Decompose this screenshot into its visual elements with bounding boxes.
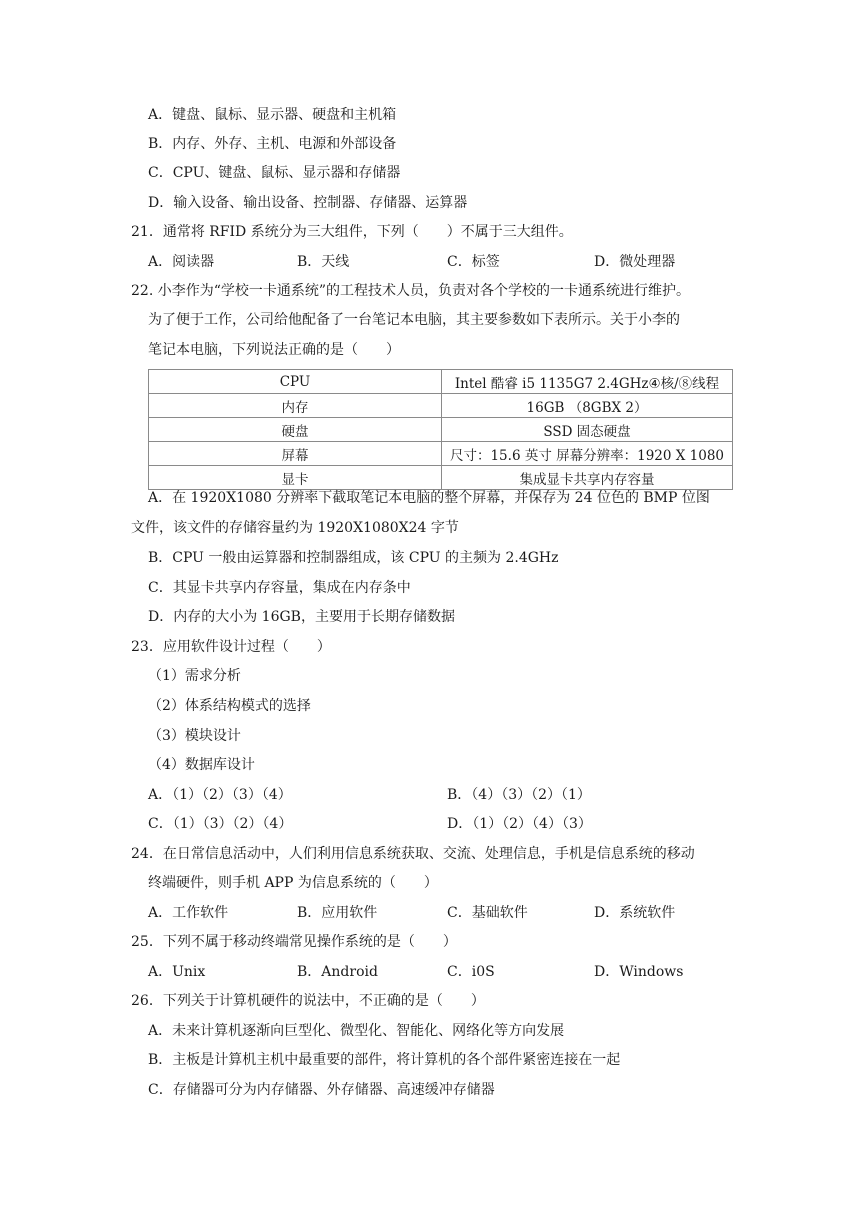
q22-stem-line1: 22. 小李作为“学校一卡通系统”的工程技术人员，负责对各个学校的一卡通系统进行维护。 bbox=[131, 283, 691, 299]
q22-option-a-line2: 文件，该文件的存储容量约为 1920X1080X24 字节 bbox=[131, 520, 459, 536]
spec-value: 16GB （8GBX 2） bbox=[442, 394, 733, 418]
q25-option-c: C．i0S bbox=[447, 964, 495, 980]
q24-option-b: B．应用软件 bbox=[297, 905, 378, 921]
q26-option-a: A．未来计算机逐渐向巨型化、微型化、智能化、网络化等方向发展 bbox=[148, 1023, 565, 1039]
q23-option-b: B．（4）（3）（2）（1） bbox=[447, 787, 591, 803]
q25-option-a: A．Unix bbox=[148, 964, 206, 980]
q20-option-b: B．内存、外存、主机、电源和外部设备 bbox=[148, 136, 397, 152]
spec-label: 硬盘 bbox=[149, 418, 442, 442]
q21-stem: 21．通常将 RFID 系统分为三大组件，下列（ ）不属于三大组件。 bbox=[131, 224, 573, 240]
q23-item-4: （4）数据库设计 bbox=[148, 757, 255, 773]
spec-value: 集成显卡共享内存容量 bbox=[442, 466, 733, 490]
q22-option-a-line1: A．在 1920X1080 分辨率下截取笔记本电脑的整个屏幕，并保存为 24 位色的 BMP 位图 bbox=[148, 490, 710, 506]
q26-stem: 26．下列关于计算机硬件的说法中，不正确的是（ ） bbox=[131, 993, 485, 1009]
q21-option-a: A．阅读器 bbox=[148, 254, 215, 270]
q23-option-d: D．（1）（2）（4）（3） bbox=[447, 816, 592, 832]
table-row bbox=[149, 370, 733, 394]
q20-option-c: C．CPU、键盘、鼠标、显示器和存储器 bbox=[148, 165, 401, 181]
table-row bbox=[149, 394, 733, 418]
q23-item-3: （3）模块设计 bbox=[148, 728, 241, 744]
spec-label: CPU bbox=[149, 370, 442, 394]
q22-stem-line3: 笔记本电脑，下列说法正确的是（ ） bbox=[148, 342, 400, 358]
q22-option-b: B．CPU 一般由运算器和控制器组成，该 CPU 的主频为 2.4GHz bbox=[148, 550, 559, 566]
q24-option-a: A．工作软件 bbox=[148, 905, 229, 921]
q25-stem: 25．下列不属于移动终端常见操作系统的是（ ） bbox=[131, 934, 457, 950]
spec-label: 内存 bbox=[149, 394, 442, 418]
q26-option-c: C．存储器可分为内存储器、外存储器、高速缓冲存储器 bbox=[148, 1082, 495, 1098]
spec-value: SSD 固态硬盘 bbox=[442, 418, 733, 442]
q23-stem: 23．应用软件设计过程（ ） bbox=[131, 639, 331, 655]
q21-option-b: B．天线 bbox=[297, 254, 350, 270]
q22-option-c: C．其显卡共享内存容量，集成在内存条中 bbox=[148, 580, 411, 596]
q25-option-d: D．Windows bbox=[594, 964, 684, 980]
table-row bbox=[149, 418, 733, 442]
spec-label: 显卡 bbox=[149, 466, 442, 490]
q24-option-c: C．基础软件 bbox=[447, 905, 528, 921]
q26-option-b: B．主板是计算机主机中最重要的部件，将计算机的各个部件紧密连接在一起 bbox=[148, 1052, 621, 1068]
q20-option-d: D．输入设备、输出设备、控制器、存储器、运算器 bbox=[148, 195, 468, 211]
q23-item-2: （2）体系结构模式的选择 bbox=[148, 698, 311, 714]
table-row bbox=[149, 442, 733, 466]
q23-option-a: A．（1）（2）（3）（4） bbox=[148, 787, 292, 803]
q20-option-a: A．键盘、鼠标、显示器、硬盘和主机箱 bbox=[148, 107, 397, 123]
q25-option-b: B．Android bbox=[297, 964, 378, 980]
spec-label: 屏幕 bbox=[149, 442, 442, 466]
q22-stem-line2: 为了便于工作，公司给他配备了一台笔记本电脑，其主要参数如下表所示。关于小李的 bbox=[148, 312, 680, 328]
q24-option-d: D．系统软件 bbox=[594, 905, 676, 921]
spec-value: 尺寸：15.6 英寸 屏幕分辨率：1920 X 1080 bbox=[442, 442, 733, 466]
q24-stem-line2: 终端硬件，则手机 APP 为信息系统的（ ） bbox=[148, 875, 438, 891]
table-row bbox=[149, 466, 733, 490]
q23-option-c: C．（1）（3）（2）（4） bbox=[148, 816, 293, 832]
q23-item-1: （1）需求分析 bbox=[148, 668, 241, 684]
spec-value: Intel 酷睿 i5 1135G7 2.4GHz④核/⑧线程 bbox=[442, 370, 733, 394]
q22-option-d: D．内存的大小为 16GB，主要用于长期存储数据 bbox=[148, 609, 455, 625]
q21-option-c: C．标签 bbox=[447, 254, 500, 270]
q21-option-d: D．微处理器 bbox=[594, 254, 676, 270]
q24-stem-line1: 24．在日常信息活动中，人们利用信息系统获取、交流、处理信息，手机是信息系统的移动 bbox=[131, 846, 695, 862]
laptop-spec-table bbox=[148, 369, 733, 490]
